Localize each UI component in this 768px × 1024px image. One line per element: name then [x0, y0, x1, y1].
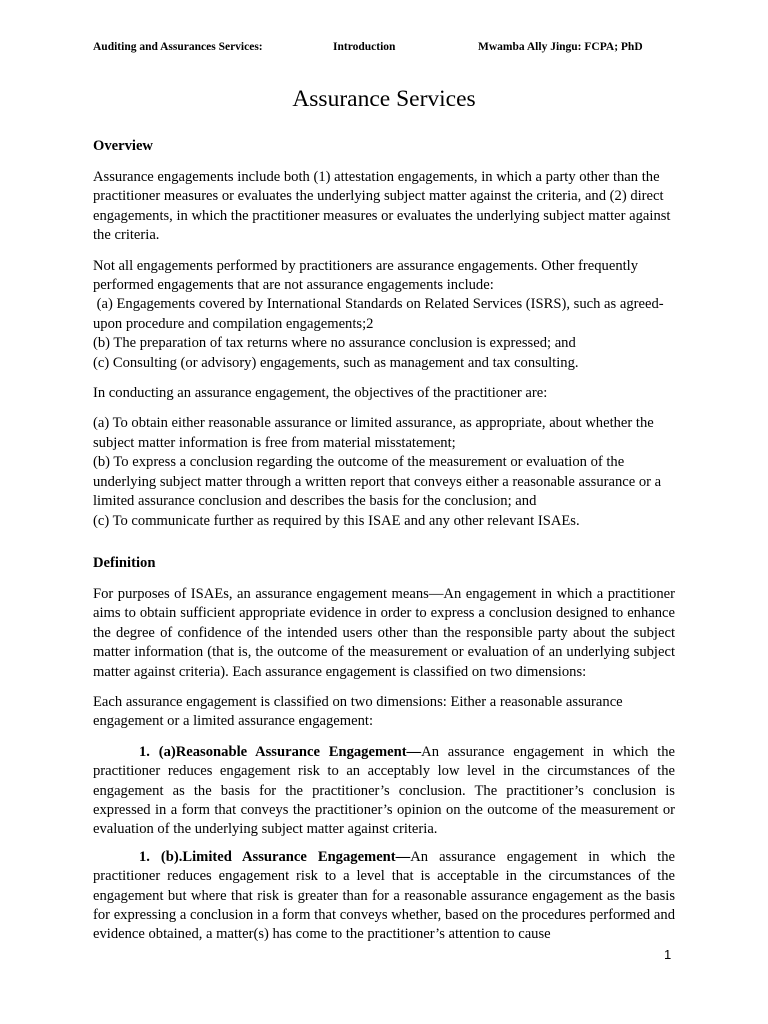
reasonable-assurance-item	[93, 743, 675, 840]
definition-paragraph-2: Each assurance engagement is classified on two dimensions: Either a reasonable assurance engagement or a limited assurance engagement:	[93, 693, 623, 730]
list-item: (c) Consulting (or advisory) engagements, such as management and tax consulting.	[93, 354, 579, 371]
definition-heading: Definition	[93, 554, 156, 571]
list-item: (b) The preparation of tax returns where no assurance conclusion is expressed; and	[93, 335, 576, 352]
limited-assurance-text: An assurance engagement in which the practitioner reduces engagement risk to a level that is acceptable in the circumstances of the engagement but where that risk is greater than for a reasonable assurance engagement as the basis for expressing a conclusion in a form that conveys whether, based on the procedures performed and evidence obtained, a matter(s) has come to the practitioner’s attention to cause	[93, 848, 675, 943]
overview-paragraph-1: Assurance engagements include both (1) attestation engagements, in which a party other than the practitioner measures or evaluates the underlying subject matter against the criteria, and (2) direct engagements, in which the practitioner measures or evaluates the underlying subject matter against the criteria.	[93, 169, 671, 244]
list-item: (a) To obtain either reasonable assurance or limited assurance, as appropriate, about whether the subject matter information is free from material misstatement;	[93, 415, 654, 451]
reasonable-assurance-label: 1. (a)Reasonable Assurance Engagement—	[139, 743, 422, 760]
page-number: 1	[664, 947, 672, 962]
header-section: Introduction	[333, 41, 396, 53]
overview-paragraph-3: In conducting an assurance engagement, the objectives of the practitioner are:	[93, 385, 548, 402]
definition-paragraph-1: For purposes of ISAEs, an assurance engagement means—An engagement in which a practitioner aims to obtain sufficient appropriate evidence in order to express a conclusion designed to enhance the degree of confidence of the intended users other than the responsible party about the subject matter information (that is, the outcome of the measurement or evaluation of an underlying subject matter against criteria). Each assurance engagement is classified on two dimensions:	[93, 585, 675, 680]
page-title: Assurance Services	[292, 86, 476, 112]
limited-assurance-label: 1. (b).Limited Assurance Engagement—	[139, 848, 411, 865]
reasonable-assurance-text: An assurance engagement in which the practitioner reduces engagement risk to an acceptably low level in the circumstances of the engagement as the basis for the practitioner’s conclusion. The practitioner’s conclusion is expressed in a form that conveys the practitioner’s opinion on the outcome of the measurement or evaluation of the underlying subject matter against criteria.	[93, 743, 675, 838]
running-header	[93, 41, 708, 57]
list-item: (c) To communicate further as required by this ISAE and any other relevant ISAEs.	[93, 512, 580, 529]
header-author: Mwamba Ally Jingu: FCPA; PhD	[478, 41, 643, 53]
overview-paragraph-2-intro: Not all engagements performed by practitioners are assurance engagements. Other frequently performed engagements that are not assurance engagements include:	[93, 257, 639, 294]
document-body	[93, 137, 675, 953]
overview-paragraph-2	[93, 257, 675, 373]
limited-assurance-item	[93, 848, 675, 945]
objectives-list	[93, 414, 675, 530]
list-item: (b) To express a conclusion regarding the outcome of the measurement or evaluation of the underlying subject matter through a written report that conveys either a reasonable assurance or a limited assurance conclusion and describes the basis for the conclusion; and	[93, 454, 662, 510]
overview-heading: Overview	[93, 138, 153, 154]
header-course-title: Auditing and Assurances Services:	[93, 41, 263, 53]
list-item: (a) Engagements covered by International Standards on Related Services (ISRS), such as agreed-upon procedure and compilation engagements;2	[93, 296, 664, 332]
